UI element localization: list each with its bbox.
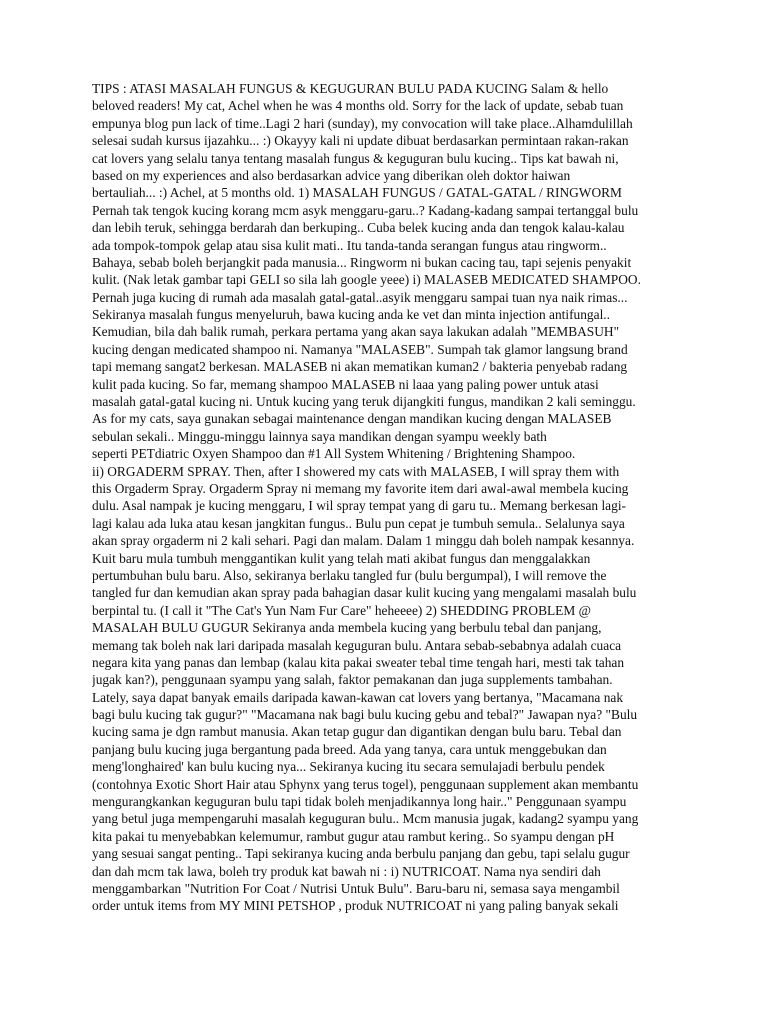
text-line: dulu. Asal nampak je kucing menggaru, I wil spray tempat yang di garu tu.. Memang berkesan lagi- bbox=[92, 498, 626, 514]
text-line: empunya blog pun lack of time..Lagi 2 hari (sunday), my convocation will take place..Alhamdulillah bbox=[92, 115, 633, 131]
text-line: lagi kalau ada luka atau kesan jangkitan fungus.. Bulu pun cepat je tumbuh semula.. Selalunya saya bbox=[92, 515, 625, 531]
text-line: kucing sama je dgn rambut manusia. Akan tetap gugur dan digantikan dengan bulu baru. Tebal dan bbox=[92, 724, 622, 740]
text-line: berpintal tu. (I call it "The Cat's Yun Nam Fur Care" heheeee) 2) SHEDDING PROBLEM @ bbox=[92, 602, 591, 618]
text-line: negara kita yang panas dan lembap (kalau kita pakai sweater tebal time tengah hari, mesti tak tahan bbox=[92, 654, 625, 670]
text-line: As for my cats, saya gunakan sebagai maintenance dengan mandikan kucing dengan MALASEB bbox=[92, 411, 612, 427]
text-line: based on my experiences and also berdasarkan advice yang diberikan oleh doktor haiwan bbox=[92, 167, 571, 183]
text-line: Pernah tak tengok kucing korang mcm asyk menggaru-garu..? Kadang-kadang sampai tertanggal bulu bbox=[92, 202, 639, 218]
text-line: beloved readers! My cat, Achel when he was 4 months old. Sorry for the lack of update, sebab tuan bbox=[92, 98, 624, 114]
text-line: kulit. (Nak letak gambar tapi GELI so sila lah google yeee) i) MALASEB MEDICATED SHAMPOO. bbox=[92, 272, 641, 288]
text-line: bertauliah... :) Achel, at 5 months old. 1) MASALAH FUNGUS / GATAL-GATAL / RINGWORM bbox=[92, 185, 622, 201]
text-line: kucing dengan medicated shampoo ni. Namanya "MALASEB". Sumpah tak glamor langsung brand bbox=[92, 341, 628, 357]
text-line: cat lovers yang selalu tanya tentang masalah fungus & keguguran bulu kucing.. Tips kat bawah ni, bbox=[92, 150, 619, 166]
text-line: ii) ORGADERM SPRAY. Then, after I showered my cats with MALASEB, I will spray them with bbox=[92, 463, 620, 479]
text-line: jugak kan?), penggunaan syampu yang salah, faktor pemakanan dan juga supplements tambahan. bbox=[92, 672, 613, 688]
text-line: Sekiranya masalah fungus menyeluruh, bawa kucing anda ke vet dan minta injection antifungal.. bbox=[92, 307, 610, 323]
text-line: tangled fur dan kemudian akan spray pada bahagian dasar kulit kucing yang mengalami masalah bulu bbox=[92, 585, 637, 601]
text-line: selesai sudah kursus ijazahku... :) Okayyy kali ni update dibuat berdasarkan permintaan rakan-rakan bbox=[92, 133, 629, 149]
text-line: ada tompok-tompok gelap atau sisa kulit mati.. Itu tanda-tanda serangan fungus atau ringworm.. bbox=[92, 237, 607, 253]
text-line: mengurangkankan keguguran bulu tapi tidak boleh menjadikannya long hair.." Penggunaan syampu bbox=[92, 794, 627, 810]
text-line: MASALAH BULU GUGUR Sekiranya anda membela kucing yang berbulu tebal dan panjang, bbox=[92, 620, 602, 636]
text-line: menggambarkan "Nutrition For Coat / Nutrisi Untuk Bulu". Baru-baru ni, semasa saya mengambil bbox=[92, 880, 620, 896]
text-line: (contohnya Exotic Short Hair atau Sphynx yang terus togel), penggunaan supplement akan membantu bbox=[92, 776, 639, 792]
text-line: kulit pada kucing. So far, memang shampoo MALASEB ni laaa yang paling power untuk atasi bbox=[92, 376, 599, 392]
text-line: TIPS : ATASI MASALAH FUNGUS & KEGUGURAN BULU PADA KUCING Salam & hello bbox=[92, 81, 609, 96]
text-line: pertumbuhan bulu baru. Also, sekiranya berlaku tangled fur (bulu bergumpal), I will remove the bbox=[92, 567, 607, 583]
text-line: order untuk items from MY MINI PETSHOP , produk NUTRICOAT ni yang paling banyak sekali bbox=[92, 898, 619, 914]
text-line: bagi bulu kucing tak gugur?" "Macamana nak bagi bulu kucing gebu and tebal?" Jawapan nya? "Bulu bbox=[92, 707, 638, 723]
text-line: masalah gatal-gatal kucing ni. Untuk kucing yang teruk dijangkiti fungus, mandikan 2 kali seminggu. bbox=[92, 394, 636, 410]
text-line: sebulan sekali.. Minggu-minggu lainnya saya mandikan dengan syampu weekly bath bbox=[92, 428, 547, 444]
text-line: dan dah mcm tak lawa, boleh try produk kat bawah ni : i) NUTRICOAT. Nama nya sendiri dah bbox=[92, 863, 601, 879]
text-line: yang betul juga mempengaruhi masalah keguguran bulu.. Mcm manusia jugak, kadang2 syampu yang bbox=[92, 811, 639, 827]
text-line: memang tak boleh nak lari daripada masalah keguguran bulu. Antara sebab-sebabnya adalah cuaca bbox=[92, 637, 622, 653]
article-body bbox=[92, 80, 672, 915]
text-line: Kuit baru mula tumbuh menggantikan kulit yang telah mati akibat fungus dan menggalakkan bbox=[92, 550, 591, 566]
text-line: yang sesuai sangat penting.. Tapi sekiranya kucing anda berbulu panjang dan gebu, tapi selalu gugur bbox=[92, 846, 630, 862]
text-line: dan lebih teruk, sehingga berdarah dan berkuping.. Cuba belek kucing anda dan tengok kalau-kalau bbox=[92, 220, 625, 236]
text-line: Bahaya, sebab boleh berjangkit pada manusia... Ringworm ni bukan cacing tau, tapi sejenis penyakit bbox=[92, 254, 632, 270]
text-line: Pernah juga kucing di rumah ada masalah gatal-gatal..asyik menggaru sampai tuan nya naik rimas... bbox=[92, 289, 628, 305]
text-line: seperti PETdiatric Oxyen Shampoo dan #1 All System Whitening / Brightening Shampoo. bbox=[92, 446, 576, 462]
text-line: Kemudian, bila dah balik rumah, perkara pertama yang akan saya lakukan adalah "MEMBASUH" bbox=[92, 324, 620, 340]
text-line: Lately, saya dapat banyak emails daripada kawan-kawan cat lovers yang bertanya, "Macamana nak bbox=[92, 689, 624, 705]
text-line: panjang bulu kucing juga bergantung pada breed. Ada yang tanya, cara untuk menggebukan dan bbox=[92, 741, 607, 757]
text-line: kita pakai tu menyebabkan kelemumur, rambut gugur atau rambut kering.. So syampu dengan pH bbox=[92, 828, 615, 844]
text-line: tapi memang sangat2 berkesan. MALASEB ni akan mematikan kuman2 / bakteria penyebab radang bbox=[92, 359, 628, 375]
text-line: this Orgaderm Spray. Orgaderm Spray ni memang my favorite item dari awal-awal membela kucing bbox=[92, 480, 629, 496]
text-line: akan spray orgaderm ni 2 kali sehari. Pagi dan malam. Dalam 1 minggu dah boleh nampak kesannya. bbox=[92, 533, 635, 549]
text-line: meng'longhaired' kan bulu kucing nya... Sekiranya kucing itu secara semulajadi berbulu pendek bbox=[92, 759, 605, 775]
